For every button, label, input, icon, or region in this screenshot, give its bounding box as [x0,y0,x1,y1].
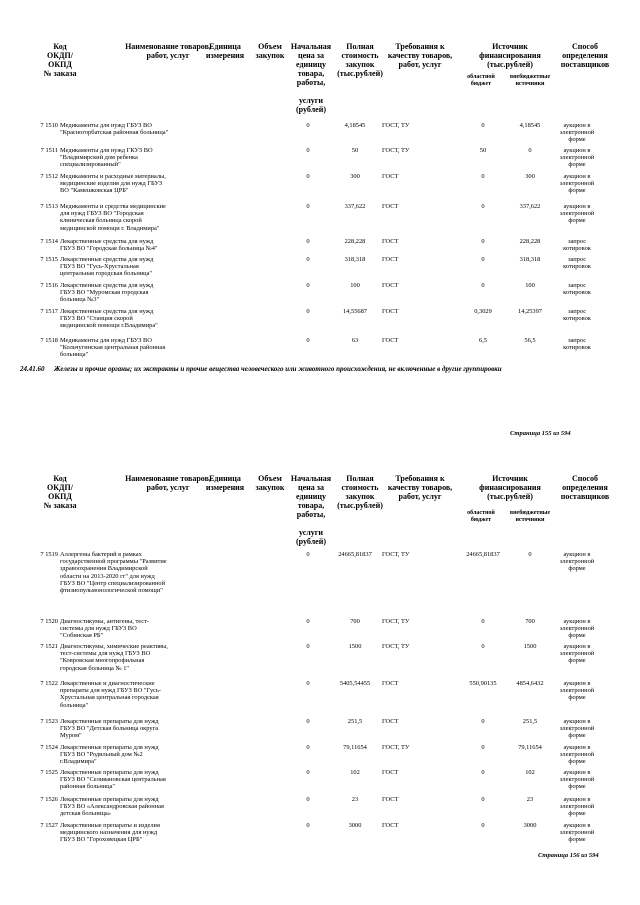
header-funding-extra: внебюджетные источники [509,510,551,523]
extra-budget: 4,18545 [519,122,541,129]
total-cost: 228,228 [344,238,366,245]
quality-requirements: ГОСТ [382,680,399,687]
procurement-method: аукцион в электронной форме [559,122,595,144]
regional-budget: 0 [481,718,485,725]
extra-budget: 3000 [523,822,537,829]
total-cost: 14,55687 [343,308,367,315]
procurement-method: запрос котировок [563,308,591,323]
item-name: Лекарственные и диагностические препараты для нужд ГБУЗ ВО "Гусь- Хрустальная центральная городская больница" [60,680,162,709]
regional-budget: 0 [481,769,485,776]
item-name: Аллергены бактерий в рамках государственной программы "Развитие здравоохранения Владимирской области на 2013-2020 гг" для нужд ГБУЗ ВО "Центр специализированной фтизиопульмонологической помощи" [60,551,167,595]
procurement-method: аукцион в электронной форме [559,680,595,702]
quality-requirements: ГОСТ, ТУ [382,551,410,558]
item-name: Лекарственные средства для нужд ГБУЗ ВО "Гусь-Хрустальная центральная городская больница" [60,256,154,278]
order-number: 7 1515 [40,256,58,263]
quality-requirements: ГОСТ [382,718,399,725]
quality-requirements: ГОСТ, ТУ [382,147,410,154]
procurement-method: аукцион в электронной форме [559,618,595,640]
procurement-method: запрос котировок [563,282,591,297]
header-total-cost: Полная стоимость закупок (тыс.рублей) [337,42,383,78]
item-name: Медикаменты и средства медицинские для нужд ГБУЗ ВО "Городская клиническая больница скорой медицинской помощи г. Владимира" [60,203,166,232]
total-cost: 79,11654 [343,744,367,751]
regional-budget: 0 [481,822,485,829]
start-price: 0 [306,203,310,210]
quality-requirements: ГОСТ, ТУ [382,744,410,751]
total-cost: 4,18545 [344,122,366,129]
total-cost: 1500 [348,643,362,650]
procurement-method: запрос котировок [563,256,591,271]
order-number: 7 1519 [40,551,58,558]
start-price: 0 [306,256,310,263]
item-name: Лекарственные средства для нужд ГБУЗ ВО "Муромская городская больница №3" [60,282,154,304]
procurement-method: аукцион в электронной форме [559,203,595,225]
order-number: 7 1520 [40,618,58,625]
procurement-method: аукцион в электронной форме [559,744,595,766]
order-number: 7 1514 [40,238,58,245]
total-cost: 50 [351,147,359,154]
regional-budget: 0 [481,643,485,650]
total-cost: 700 [350,618,360,625]
extra-budget: 23 [526,796,534,803]
order-number: 7 1510 [40,122,58,129]
order-number: 7 1523 [40,718,58,725]
header-requirements: Требования к качеству товаров, работ, услуг [387,42,453,69]
quality-requirements: ГОСТ [382,256,399,263]
start-price: 0 [306,618,310,625]
header-start-price: Начальная цена за единицу товара, работы, [290,42,332,87]
extra-budget: 100 [525,282,535,289]
extra-budget: 300 [525,173,535,180]
header-name: Наименование товаров, работ, услуг [125,474,211,492]
item-name: Медикаменты и расходные материалы, медицинские изделия для нужд ГБУЗ ВО "Камешковская ЦРБ" [60,173,166,195]
header-start-price-services: услуги (рублей) [295,528,326,546]
header-volume: Объем закупок [255,474,285,492]
item-name: Лекарственные препараты для нужд ГБУЗ ВО "Родильный дом №2 г.Владимира" [60,744,159,766]
header-funding: Источник финансирования (тыс.рублей) [479,474,541,501]
item-name: Диагностикумы, антигены, тест- системы для нужд ГБУЗ ВО "Собинская РБ" [60,618,150,640]
regional-budget: 6,5 [479,337,487,344]
total-cost: 102 [350,769,360,776]
procurement-method: аукцион в электронной форме [559,796,595,818]
start-price: 0 [306,643,310,650]
item-name: Лекарственные препараты для нужд ГБУЗ ВО "Детская больница округа Муром" [60,718,159,740]
header-code: Код ОКДП/ ОКПД № заказа [43,42,77,78]
order-number: 7 1516 [40,282,58,289]
regional-budget: 0 [481,256,485,263]
start-price: 0 [306,551,310,558]
header-funding-regional: областной бюджет [467,74,495,87]
extra-budget: 0 [528,147,532,154]
order-number: 7 1517 [40,308,58,315]
quality-requirements: ГОСТ [382,173,399,180]
header-method: Способ определения поставщиков [560,42,610,69]
extra-budget: 14,25397 [518,308,542,315]
order-number: 7 1527 [40,822,58,829]
regional-budget: 50 [479,147,487,154]
item-name: Лекарственные препараты для нужд ГБУЗ ВО «Александровская районная детская больница» [60,796,164,818]
item-name: Лекарственные средства для нужд ГБУЗ ВО "Станция скорой медицинской помощи г.Владимира" [60,308,158,330]
extra-budget: 56,5 [524,337,536,344]
extra-budget: 1500 [523,643,537,650]
header-funding: Источник финансирования (тыс.рублей) [479,42,541,69]
document-page-156 [0,466,640,905]
regional-budget: 0 [481,203,485,210]
extra-budget: 337,622 [519,203,541,210]
procurement-method: аукцион в электронной форме [559,173,595,195]
start-price: 0 [306,308,310,315]
procurement-method: аукцион в электронной форме [559,718,595,740]
extra-budget: 0 [528,551,532,558]
page-footer: Страница 155 из 594 [510,430,571,437]
procurement-method: аукцион в электронной форме [559,147,595,169]
quality-requirements: ГОСТ [382,308,399,315]
header-start-price-services: услуги (рублей) [295,96,326,114]
start-price: 0 [306,173,310,180]
regional-budget: 0 [481,122,485,129]
order-number: 7 1513 [40,203,58,210]
start-price: 0 [306,744,310,751]
quality-requirements: ГОСТ, ТУ [382,643,410,650]
start-price: 0 [306,282,310,289]
total-cost: 23 [351,796,359,803]
quality-requirements: ГОСТ [382,337,399,344]
start-price: 0 [306,337,310,344]
regional-budget: 0 [481,173,485,180]
regional-budget: 0 [481,796,485,803]
header-funding-regional: областной бюджет [467,510,495,523]
regional-budget: 550,90135 [469,680,497,687]
start-price: 0 [306,147,310,154]
order-number: 7 1512 [40,173,58,180]
regional-budget: 0 [481,282,485,289]
quality-requirements: ГОСТ [382,282,399,289]
item-name: Медикаменты для нужд ГКУЗ ВО "Владимирский дом ребенка специализированный" [60,147,153,169]
quality-requirements: ГОСТ [382,822,399,829]
header-start-price: Начальная цена за единицу товара, работы, [290,474,332,519]
total-cost: 5405,54455 [339,680,371,687]
item-name: Лекарственные средства для нужд ГБУЗ ВО "Городская больница №4" [60,238,158,253]
quality-requirements: ГОСТ [382,796,399,803]
extra-budget: 102 [525,769,535,776]
item-name: Лекарственные препараты и изделия медицинского назначения для нужд ГБУЗ ВО "Гороховецкая ЦРБ" [60,822,160,844]
quality-requirements: ГОСТ, ТУ [382,122,410,129]
header-requirements: Требования к качеству товаров, работ, услуг [387,474,453,501]
header-code: Код ОКДП/ ОКПД № заказа [43,474,77,510]
header-funding-extra: внебюджетные источники [509,74,551,87]
start-price: 0 [306,769,310,776]
item-name: Лекарственные препараты для нужд ГБУЗ ВО "Селивановская центральная районная больница" [60,769,166,791]
total-cost: 318,318 [344,256,366,263]
extra-budget: 700 [525,618,535,625]
start-price: 0 [306,680,310,687]
order-number: 7 1521 [40,643,58,650]
extra-budget: 318,318 [519,256,541,263]
start-price: 0 [306,822,310,829]
extra-budget: 4854,6432 [516,680,544,687]
quality-requirements: ГОСТ [382,769,399,776]
start-price: 0 [306,718,310,725]
total-cost: 300 [350,173,360,180]
total-cost: 63 [351,337,359,344]
start-price: 0 [306,122,310,129]
extra-budget: 79,11654 [518,744,542,751]
header-volume: Объем закупок [255,42,285,60]
procurement-method: аукцион в электронной форме [559,769,595,791]
header-total-cost: Полная стоимость закупок (тыс.рублей) [337,474,383,510]
start-price: 0 [306,238,310,245]
regional-budget: 0 [481,238,485,245]
extra-budget: 251,5 [522,718,538,725]
header-unit: Единица измерения [205,474,245,492]
group-code: 24.41.60 [20,365,45,373]
item-name: Медикаменты для нужд ГБУЗ ВО "Красногорбатская районная больница" [60,122,169,137]
start-price: 0 [306,796,310,803]
item-name: Диагностикумы, химические реактивы, тест-системы для нужд ГБУЗ ВО "Ковровская многопрофильная городская больница № 1" [60,643,168,672]
procurement-method: запрос котировок [563,238,591,253]
header-unit: Единица измерения [205,42,245,60]
procurement-method: запрос котировок [563,337,591,352]
group-text: Железы и прочие органы; их экстракты и прочие вещества человеческого или животного происхождения, не включенные в другие группировки [54,365,502,373]
order-number: 7 1524 [40,744,58,751]
quality-requirements: ГОСТ, ТУ [382,618,410,625]
total-cost: 3000 [348,822,362,829]
order-number: 7 1525 [40,769,58,776]
total-cost: 24665,81837 [338,551,372,558]
total-cost: 337,622 [344,203,366,210]
total-cost: 100 [350,282,360,289]
quality-requirements: ГОСТ [382,238,399,245]
regional-budget: 24665,81837 [466,551,500,558]
order-number: 7 1518 [40,337,58,344]
regional-budget: 0 [481,618,485,625]
header-name: Наименование товаров, работ, услуг [125,42,211,60]
extra-budget: 228,228 [519,238,541,245]
header-method: Способ определения поставщиков [560,474,610,501]
order-number: 7 1522 [40,680,58,687]
procurement-method: аукцион в электронной форме [559,822,595,844]
regional-budget: 0 [481,744,485,751]
item-name: Медикаменты для нужд ГБУЗ ВО "Кольчугинская центральная районная больница" [60,337,166,359]
document-page-155 [0,0,640,450]
total-cost: 251,5 [347,718,363,725]
regional-budget: 0,3029 [474,308,492,315]
quality-requirements: ГОСТ [382,203,399,210]
procurement-method: аукцион в электронной форме [559,551,595,573]
order-number: 7 1511 [40,147,58,154]
procurement-method: аукцион в электронной форме [559,643,595,665]
page-footer: Страница 156 из 594 [538,852,599,859]
order-number: 7 1526 [40,796,58,803]
